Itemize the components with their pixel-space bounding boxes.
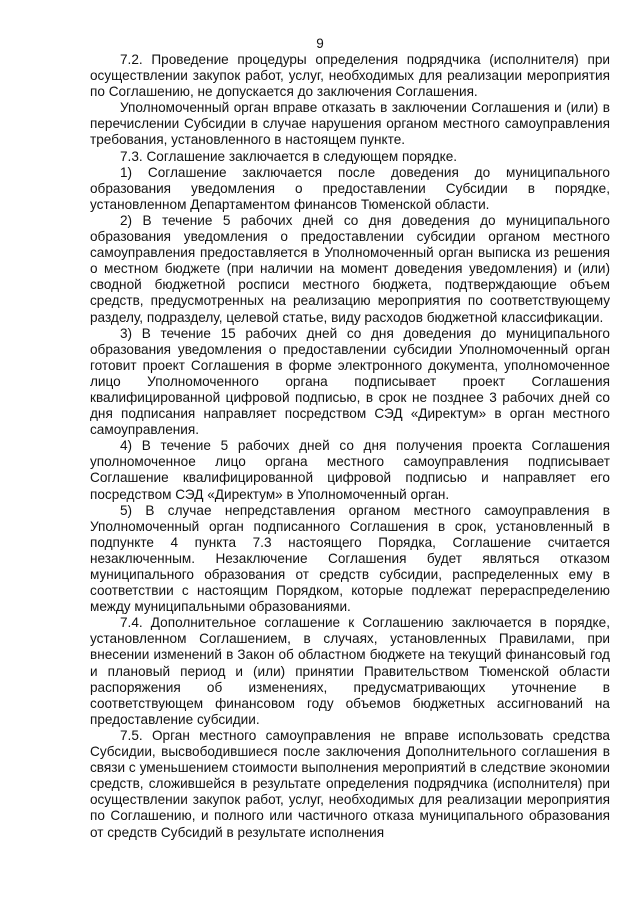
paragraph-7-3-item-3: 3) В течение 15 рабочих дней со дня доведения до муниципального образования уведомления о предоставлении субсидии Уполномоченный орган готовит проект Соглашения в форме электронного документа, уполномоченное лицо Уполномоченного органа подписывает проект Соглашения квалифицированной цифровой подписью, в срок не позднее 3 рабочих дней со дня подписания направляет посредством СЭД «Директум» в орган местного самоуправления.: [90, 325, 610, 438]
paragraph-7-3: 7.3. Соглашение заключается в следующем порядке.: [120, 148, 458, 164]
paragraph-7-3-item-2: 2) В течение 5 рабочих дней со дня доведения до муниципального образования уведомления о предоставлении субсидии органом местного самоуправления предоставляется в Уполномоченный орган выписка из решения о местном бюджете (при наличии на момент доведения уведомления) и (или) сводной бюджетной росписи местного бюджета, подтверждающие объем средств, предусмотренных на реализацию мероприятия по соответствующему разделу, подразделу, целевой статье, виду расходов бюджетной классификации.: [90, 212, 610, 325]
paragraph-7-3-item-4: 4) В течение 5 рабочих дней со дня получения проекта Соглашения уполномоченное лицо органа местного самоуправления подписывает Соглашение квалифицированной цифровой подписью и направляет его посредством СЭД «Директум» в Уполномоченный орган.: [90, 438, 610, 502]
paragraph-7-4: 7.4. Дополнительное соглашение к Соглашению заключается в порядке, установленном Соглашением, в случаях, установленных Правилами, при внесении изменений в Закон об областном бюджете на текущий финансовый год и плановый период и (или) принятии Правительством Тюменской области распоряжения об изменениях, предусматривающих уточнение в соответствующем финансовом году объемов бюджетных ассигнований на предоставление субсидии.: [90, 615, 610, 727]
paragraph-7-2: 7.2. Проведение процедуры определения подрядчика (исполнителя) при осуществлении закупок работ, услуг, необходимых для реализации мероприятия по Соглашению, не допускается до заключения Соглашения.: [90, 52, 610, 100]
paragraph-7-5: 7.5. Орган местного самоуправления не вправе использовать средства Субсидии, высвободившиеся после заключения Дополнительного соглашения в связи с уменьшением стоимости выполнения мероприятий в следствие экономии средств, сложившейся в результате определения подрядчика (исполнителя) при осуществлении закупок работ, услуг, необходимых для реализации мероприятия по Соглашению, и полного или частичного отказа муниципального образования от средств Субсидий в результате исполнения: [90, 727, 610, 840]
paragraph-7-3-item-5: 5) В случае непредставления органом местного самоуправления в Уполномоченный орган подписанного Соглашения в срок, установленный в подпункте 4 пункта 7.3 настоящего Порядка, Соглашение считается незаключенным. Незаключение Соглашения будет являться отказом муниципального образования от средств субсидии, распределенных ему в соответствии с настоящим Порядком, которые подлежат перераспределению между муниципальными образованиями.: [90, 502, 610, 615]
paragraph-refusal: Уполномоченный орган вправе отказать в заключении Соглашения и (или) в перечислении Субсидии в случае нарушения органом местного самоуправления требования, установленного в настоящем пункте.: [90, 100, 610, 148]
page-number: 9: [316, 36, 324, 51]
document-body: [90, 52, 610, 841]
paragraph-7-3-item-1: 1) Соглашение заключается после доведения до муниципального образования уведомления о предоставлении Субсидии в порядке, установленном Департаментом финансов Тюменской области.: [90, 164, 610, 212]
